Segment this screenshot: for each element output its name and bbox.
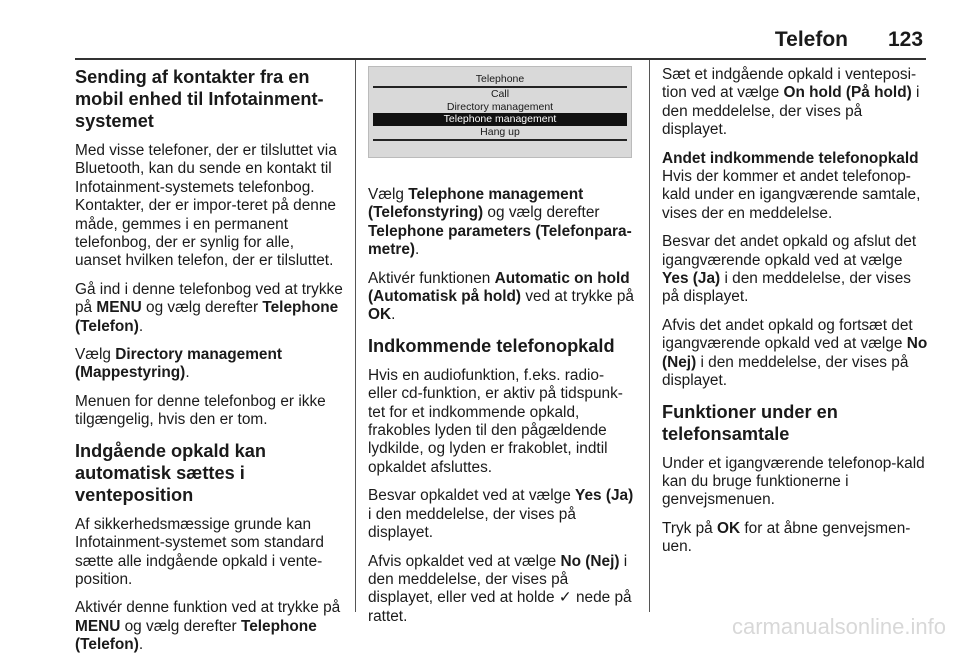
page-number: 123 — [888, 28, 924, 51]
paragraph: Gå ind i denne telefonbog ved at trykke på MENU og vælg derefter Telephone (Telefon). — [75, 280, 343, 335]
paragraph: Hvis der kommer et andet telefonop-kald under en igangværende samtale, vises der en meddelelse. — [662, 168, 921, 222]
paragraph: Af sikkerhedsmæssige grunde kan Infotainment-systemet som standard sætte alle indgående opkald i vente-position. — [75, 515, 324, 588]
section-heading: Sending af kontakter fra en mobil enhed til Infotainment-systemet — [75, 67, 324, 131]
paragraph: Aktivér denne funktion ved at trykke på MENU og vælg derefter Telephone (Telefon). — [75, 599, 341, 654]
telephone-menu-screenshot — [368, 66, 632, 158]
paragraph: Med visse telefoner, der er tilsluttet via Bluetooth, kan du sende en kontakt til Infotainment-systemets telefonbog. Kontakter, der er impor-teret på denne måde, gemmes i en permanent telefonbog, der er synlig for alle, uanset hvilken telefon, der er tilsluttet. — [75, 142, 337, 270]
paragraph: Besvar opkaldet ved at vælge Yes (Ja) i den meddelelse, der vises på displayet. — [368, 487, 634, 542]
paragraph: Tryk på OK for at åbne genvejsmen-uen. — [662, 519, 911, 556]
paragraph: Afvis det andet opkald og fortsæt det igangværende opkald ved at vælge No (Nej) i den meddelelse, der vises på displayet. — [662, 316, 928, 390]
page-header-title: Telefon — [774, 28, 848, 51]
section-heading: Indkommende telefonopkald — [368, 335, 615, 356]
column-divider-1 — [355, 60, 356, 612]
paragraph: Vælg Telephone management (Telefonstyring) og vælg derefter Telephone parameters (Telefonpara-metre). — [368, 186, 632, 259]
section-heading: Funktioner under en telefonsamtale — [662, 401, 838, 444]
header-rule — [75, 58, 926, 60]
menu-item-directory-management: Directory management — [446, 100, 554, 113]
column-left — [75, 66, 343, 665]
paragraph: Afvis opkaldet ved at vælge No (Nej) i den meddelelse, der vises på displayet, eller ved at holde ✓ nede på rattet. — [368, 552, 632, 625]
section-heading: Indgående opkald kan automatisk sættes i venteposition — [75, 440, 267, 505]
screen-title: Telephone — [373, 73, 627, 88]
watermark: carmanualsonline.info — [731, 614, 946, 639]
column-right — [662, 66, 928, 567]
subsection-heading: Andet indkommende telefonopkald — [662, 149, 919, 167]
paragraph: Sæt et indgående opkald i venteposi-tion ved at vælge On hold (På hold) i den meddelelse, der vises på displayet. — [662, 66, 920, 139]
paragraph: Menuen for denne telefonbog er ikke tilgængelig, hvis den er tom. — [75, 392, 326, 429]
menu-item-call: Call — [490, 88, 510, 100]
menu-item-hang-up: Hang up — [480, 125, 520, 138]
paragraph: Aktivér funktionen Automatic on hold (Automatisk på hold) ved at trykke på OK. — [368, 269, 634, 324]
checkmark-icon: ✓ — [558, 589, 572, 607]
column-middle — [368, 66, 636, 636]
column-divider-2 — [649, 60, 650, 612]
paragraph: Hvis en audiofunktion, f.eks. radio- eller cd-funktion, er aktiv på tidspunk-tet for et indkommende opkald, frakobles lyden til den pågældende lydkilde, og lyden er frakoblet, indtil opkaldet afsluttes. — [368, 366, 623, 476]
paragraph: Under et igangværende telefonop-kald kan du bruge funktionerne i genvejsmenuen. — [662, 454, 925, 509]
screen-bottom-rule — [373, 139, 627, 141]
paragraph: Besvar det andet opkald og afslut det igangværende opkald ved at vælge Yes (Ja) i den meddelelse, der vises på displayet. — [662, 233, 917, 306]
paragraph: Vælg Directory management (Mappestyring). — [75, 346, 283, 382]
menu-item-telephone-management: Telephone management — [373, 113, 627, 126]
